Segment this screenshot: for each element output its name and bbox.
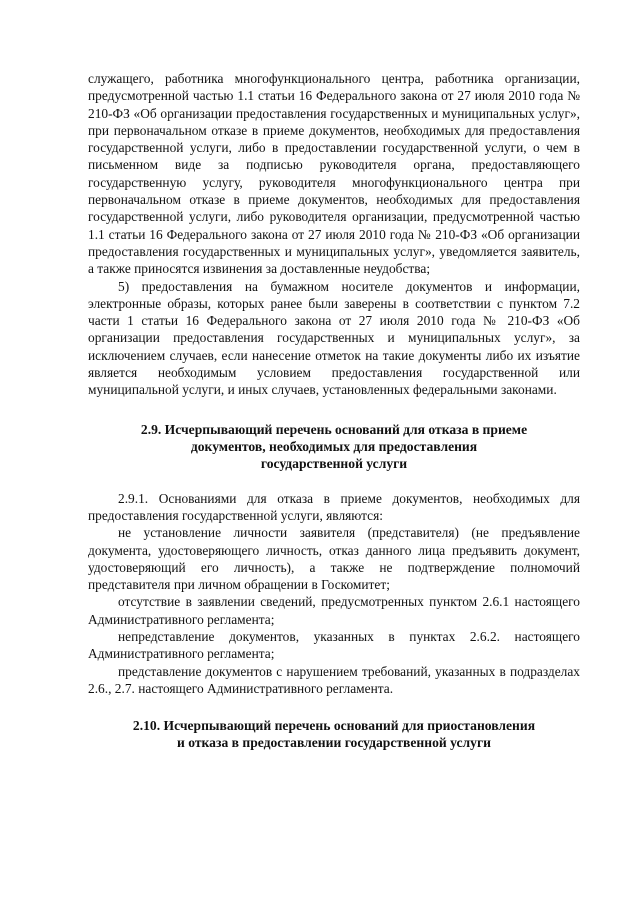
document-page — [88, 70, 580, 751]
paragraph-continuation: служащего, работника многофункционального центра, работника организации, предусмотренной частью 1.1 статьи 16 Федерального закона от 27 июля 2010 года № 210-ФЗ «Об организации предоставления государственных и муниципальных услуг», при первоначальном отказе в приеме документов, необходимых для предоставления государственной услуги, либо в предоставлении государственной услуги, о чем в письменном виде за подписью руководителя органа, предоставляющего государственную услугу, руководителя многофункционального центра при первоначальном отказе в приеме документов, необходимых для предоставления государственной услуги, либо руководителя организации, предусмотренной частью 1.1 статьи 16 Федерального закона от 27 июля 2010 года № 210-ФЗ «Об организации предоставления государственных и муниципальных услуг», уведомляется заявитель, а также приносятся извинения за доставленные неудобства; — [88, 71, 580, 277]
paragraph-ground-missing-docs: непредставление документов, указанных в пунктах 2.6.2. настоящего Административного регламента; — [88, 629, 580, 662]
heading-line: документов, необходимых для предоставления — [190, 438, 478, 454]
heading-line: 2.9. Исчерпывающий перечень оснований для отказа в приеме — [140, 421, 528, 437]
paragraph-ground-violations: представление документов с нарушением требований, указанных в подразделах 2.6., 2.7. настоящего Административного регламента. — [88, 663, 580, 696]
heading-line: 2.10. Исчерпывающий перечень оснований для приостановления — [132, 718, 536, 734]
paragraph-ground-missing-info: отсутствие в заявлении сведений, предусмотренных пунктом 2.6.1 настоящего Административного регламента; — [88, 594, 580, 627]
section-heading-2-9 — [88, 421, 580, 472]
paragraph-2-9-1: 2.9.1. Основаниями для отказа в приеме документов, необходимых для предоставления государственной услуги, являются: — [88, 490, 580, 523]
paragraph-item-5: 5) предоставления на бумажном носителе документов и информации, электронные образы, которых ранее были заверены в соответствии с пунктом 7.2 части 1 статьи 16 Федерального закона от 27 июля 2010 года № 210-ФЗ «Об организации предоставления государственных и муниципальных услуг», за исключением случаев, если нанесение отметок на такие документы либо их изъятие является необходимым условием предоставления государственной или муниципальной услуги, и иных случаев, установленных федеральными законами. — [88, 278, 580, 398]
spacer — [88, 697, 580, 717]
section-heading-2-10 — [88, 717, 580, 751]
paragraph-ground-identity: не установление личности заявителя (представителя) (не предъявление документа, удостоверяющего личность, отказ данного лица предъявить документ, удостоверяющий его личность), а также не подтверждение полномочий представителя при личном обращении в Госкомитет; — [88, 525, 580, 593]
heading-line: государственной услуги — [260, 455, 408, 471]
heading-line: и отказа в предоставлении государственной услуги — [177, 735, 491, 751]
spacer — [88, 472, 580, 490]
spacer — [88, 399, 580, 421]
